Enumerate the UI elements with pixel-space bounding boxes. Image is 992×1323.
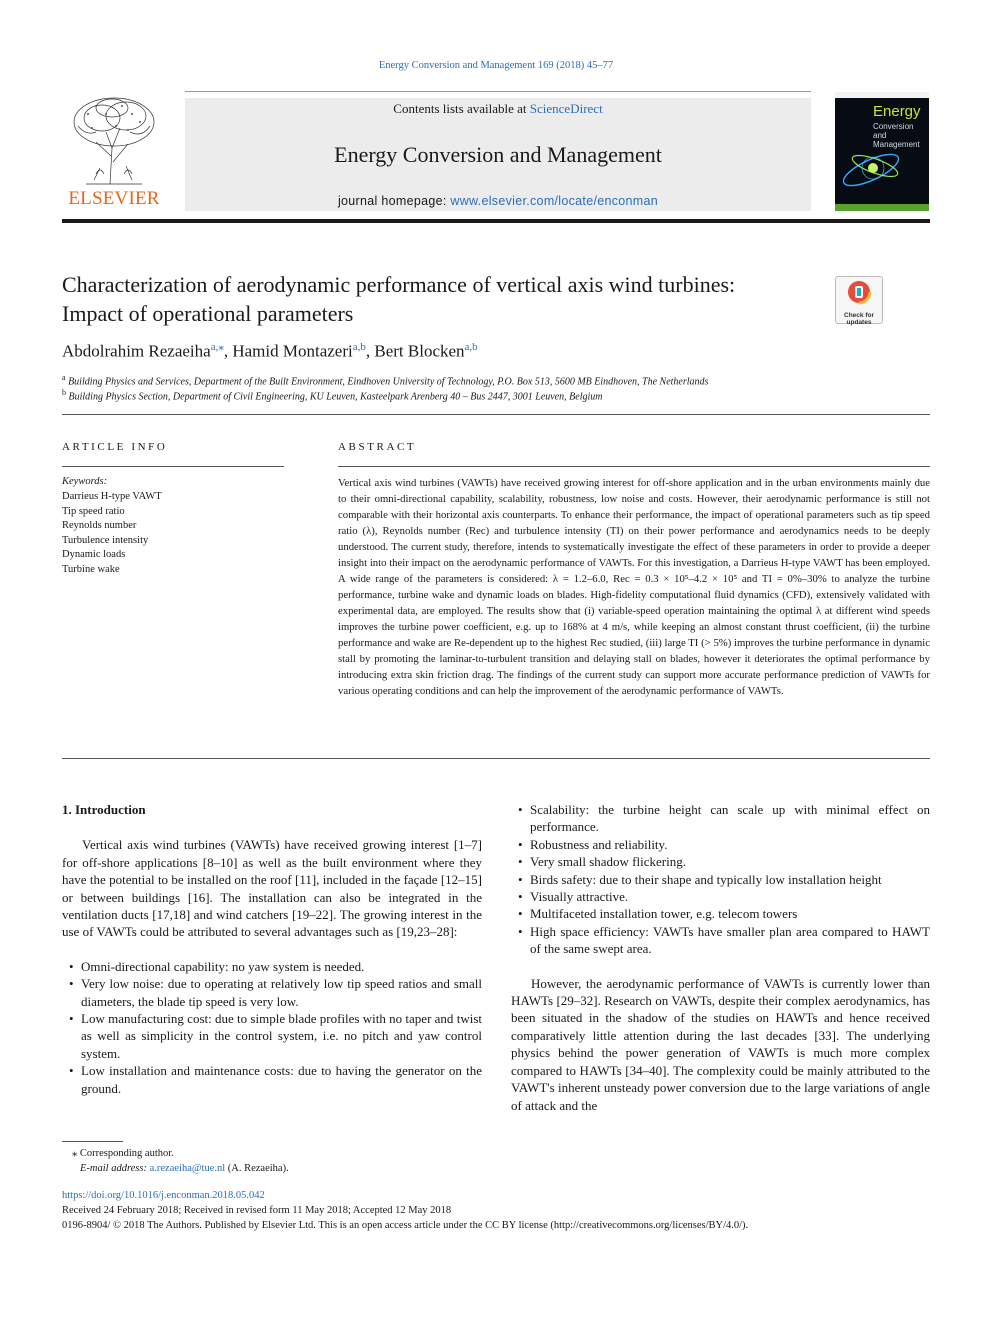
received-dates: Received 24 February 2018; Received in revised form 11 May 2018; Accepted 12 May 2018 — [62, 1205, 452, 1216]
title-rule — [62, 414, 930, 415]
contents-line — [185, 101, 811, 117]
list-item: • Robustness and reliability. — [511, 836, 930, 853]
homepage-line — [185, 194, 811, 208]
body-paragraph: Vertical axis wind turbines (VAWTs) have received growing interest [1–7] for off-shore applications [8–10] as well as the built environment where they have the potential to be installed on the roof [11], included in the façade [12–15] or between buildings [16]. The installation can also be integrated in the ventilation ducts [17,18] and wind catchers [19–22]. The growing interest in the use of VAWTs could be attributed to several advantages such as [19,23–28]: — [62, 837, 482, 940]
affiliation-text: Building Physics Section, Department of Civil Engineering, KU Leuven, Kasteelpark Arenberg 40 – Bus 2447, 3001 Leuven, Belgium — [68, 391, 603, 403]
abstract-body: Vertical axis wind turbines (VAWTs) have received growing interest for off-shore application and in the urban environments mainly due to their omni-directional capability, scalability, robustness, low noise and costs. However, their aerodynamic performance is still not comparable with their horizontal axis counterparts. To enhance their performance, the impact of operational parameters such as tip speed ratio (λ), Reynolds number (Rec) and turbulence intensity (TI) on their power performance and aerodynamics needs to be deeply understood. The current study, therefore, intends to systematically investigate the effect of these parameters in order to provide a deeper insight into their impact on the aerodynamic performance of VAWTs. For this investigation, a Darrieus H-type VAWT has been employed. A wide range of the parameters is considered: λ = 1.2–6.0, Rec = 0.3 × 10⁵–4.2 × 10⁵ and TI = 0%–30% to analyze the turbine performance, turbine wake and dynamic loads on blades. High-fidelity computational fluid dynamics (CFD), extensively validated with experimental data, are employed. The results show that (i) variable-speed operation maintaining the optimal λ at different wind speeds improves the turbine power coefficient, e.g. up to 168% at 4 m/s, while keeping an almost constant thrust coefficient, (ii) the turbine performance and wake are Re-dependent up to the highest Rec studied, (iii) large TI (> 5%) improves the turbine performance in dynamic stall by promoting the laminar-to-turbulent transition and delaying stall on blades, however it deteriorates the optimal performance by introducing extra skin friction drag. The findings of the current study can support more accurate performance prediction of VAWTs for various operating conditions and can help the improvement of the aerodynamic performance of VAWTs. — [338, 477, 930, 697]
affiliation-a — [62, 373, 708, 387]
keywords-label: Keywords: — [62, 476, 108, 487]
journal-header — [185, 98, 811, 211]
crossmark-label-1: Check for — [844, 312, 874, 319]
corresponding-author-note: ⁎ Corresponding author. — [72, 1148, 174, 1159]
keyword-item: Tip speed ratio — [62, 505, 125, 517]
keyword-item: Dynamic loads — [62, 549, 126, 560]
cover-subtitle-2: and — [873, 131, 887, 140]
keywords-list — [62, 490, 162, 577]
elsevier-tree-icon — [66, 92, 162, 188]
journal-homepage-link[interactable]: www.elsevier.com/locate/enconman — [450, 194, 659, 208]
list-item: • High space efficiency: VAWTs have smaller plan area compared to HAWT of the same swept area. — [511, 923, 930, 958]
author-name[interactable]: Bert Blocken — [374, 341, 465, 361]
article-footer — [62, 1188, 748, 1233]
author-affil-sup[interactable]: a,⁎ — [210, 341, 224, 353]
author-affil-sup[interactable]: a,b — [352, 341, 366, 353]
article-title — [62, 270, 822, 328]
license-line: 0196-8904/ © 2018 The Authors. Published by Elsevier Ltd. This is an open access article under the CC BY license (http://creativecommons.org/licenses/BY/4.0/). — [62, 1220, 749, 1231]
list-item: • Visually attractive. — [511, 888, 930, 905]
article-info-rule — [62, 466, 284, 467]
abstract-rule — [338, 466, 930, 467]
email-link[interactable]: a.rezaeiha@tue.nl — [149, 1163, 226, 1174]
crossmark-label-2: updates — [846, 319, 872, 326]
check-for-updates-button[interactable] — [835, 276, 883, 324]
list-item: • Birds safety: due to their shape and typically low installation height — [511, 871, 930, 888]
cover-subtitle-3: Management — [873, 140, 920, 149]
journal-citation-link[interactable]: Energy Conversion and Management 169 (2018) 45–77 — [378, 60, 614, 71]
email-suffix: (A. Rezaeiha). — [225, 1163, 289, 1174]
list-item: • Low installation and maintenance costs: due to having the generator on the ground. — [62, 1062, 482, 1097]
footnote-rule — [62, 1141, 123, 1142]
header-rule — [62, 219, 930, 223]
elsevier-logo[interactable] — [62, 92, 166, 212]
keyword-item: Reynolds number — [62, 520, 137, 531]
keyword-item: Darrieus H-type VAWT — [62, 491, 162, 502]
advantages-list-continued — [511, 801, 930, 958]
list-item: • Multifaceted installation tower, e.g. telecom towers — [511, 905, 930, 922]
crossmark-icon — [836, 277, 882, 307]
author-name[interactable]: Abdolrahim Rezaeiha — [62, 341, 211, 361]
affiliation-sup: b — [62, 388, 66, 397]
keyword-item: Turbine wake — [62, 563, 120, 575]
contents-prefix: Contents lists available at — [393, 101, 530, 116]
elsevier-wordmark: ELSEVIER — [68, 188, 160, 209]
header-top-rule — [185, 91, 811, 92]
doi-link[interactable]: https://doi.org/10.1016/j.enconman.2018.05.042 — [62, 1190, 265, 1201]
affiliation-sup: a — [62, 373, 66, 382]
cover-subtitle-1: Conversion — [873, 122, 914, 131]
list-item: • Very small shadow flickering. — [511, 853, 930, 870]
article-info-heading: ARTICLE INFO — [62, 441, 168, 453]
affiliation-b — [62, 388, 603, 402]
abstract-heading: ABSTRACT — [338, 441, 417, 453]
section-heading: 1. Introduction — [62, 802, 146, 817]
author-name[interactable]: Hamid Montazeri — [232, 341, 353, 361]
advantages-list — [62, 958, 482, 1097]
footnote — [62, 1146, 289, 1176]
article-title-line-2: Impact of operational parameters — [62, 301, 354, 326]
abstract-bottom-rule — [62, 758, 930, 759]
list-item: • Omni-directional capability: no yaw system is needed. — [62, 958, 482, 975]
list-item: • Very low noise: due to operating at relatively low tip speed ratios and small diameters, the blade tip speed is very low. — [62, 975, 482, 1010]
homepage-prefix: journal homepage: — [337, 194, 451, 208]
journal-title: Energy Conversion and Management — [334, 142, 662, 167]
body-column-left — [62, 801, 482, 1097]
list-item: • Scalability: the turbine height can scale up with minimal effect on performance. — [511, 801, 930, 836]
cover-title: Energy — [873, 103, 921, 120]
affiliation-text: Building Physics and Services, Department of the Built Environment, Eindhoven University of Technology, P.O. Box 513, 5600 MB Eindhoven, The Netherlands — [68, 376, 709, 388]
keyword-item: Turbulence intensity — [62, 534, 149, 546]
list-item: • Low manufacturing cost: due to simple blade profiles with no taper and twist as well as simplicity in the control system, i.e. no pitch and yaw control system. — [62, 1010, 482, 1062]
email-line — [62, 1161, 289, 1176]
body-paragraph: However, the aerodynamic performance of VAWTs is currently lower than HAWTs [29–32]. Research on VAWTs, despite their complex aerodynamics, has been situated in the shadow of the studies on HAWTs and hence received comparatively little attention during the last decades [33]. The underlying physics behind the power generation of VAWTs is much more complex compared to HAWTs [34–40]. The complexity could be mainly attributed to the VAWT's inherent unsteady power conversion due to the large variations of angle of attack and the — [511, 975, 930, 1113]
email-label: E-mail address: — [80, 1163, 150, 1174]
sciencedirect-link[interactable]: ScienceDirect — [529, 101, 603, 116]
author-list: Abdolrahim Rezaeiha$^{a,⁎}$, Hamid Montazeri$^{a,b}$, Bert Blocken$^{a,b}$ — [62, 341, 478, 361]
article-title-line-1: Characterization of aerodynamic performance of vertical axis wind turbines: — [62, 272, 736, 297]
body-column-right — [511, 801, 930, 1114]
author-affil-sup[interactable]: a,b — [464, 341, 478, 353]
journal-cover-image[interactable] — [835, 92, 929, 211]
